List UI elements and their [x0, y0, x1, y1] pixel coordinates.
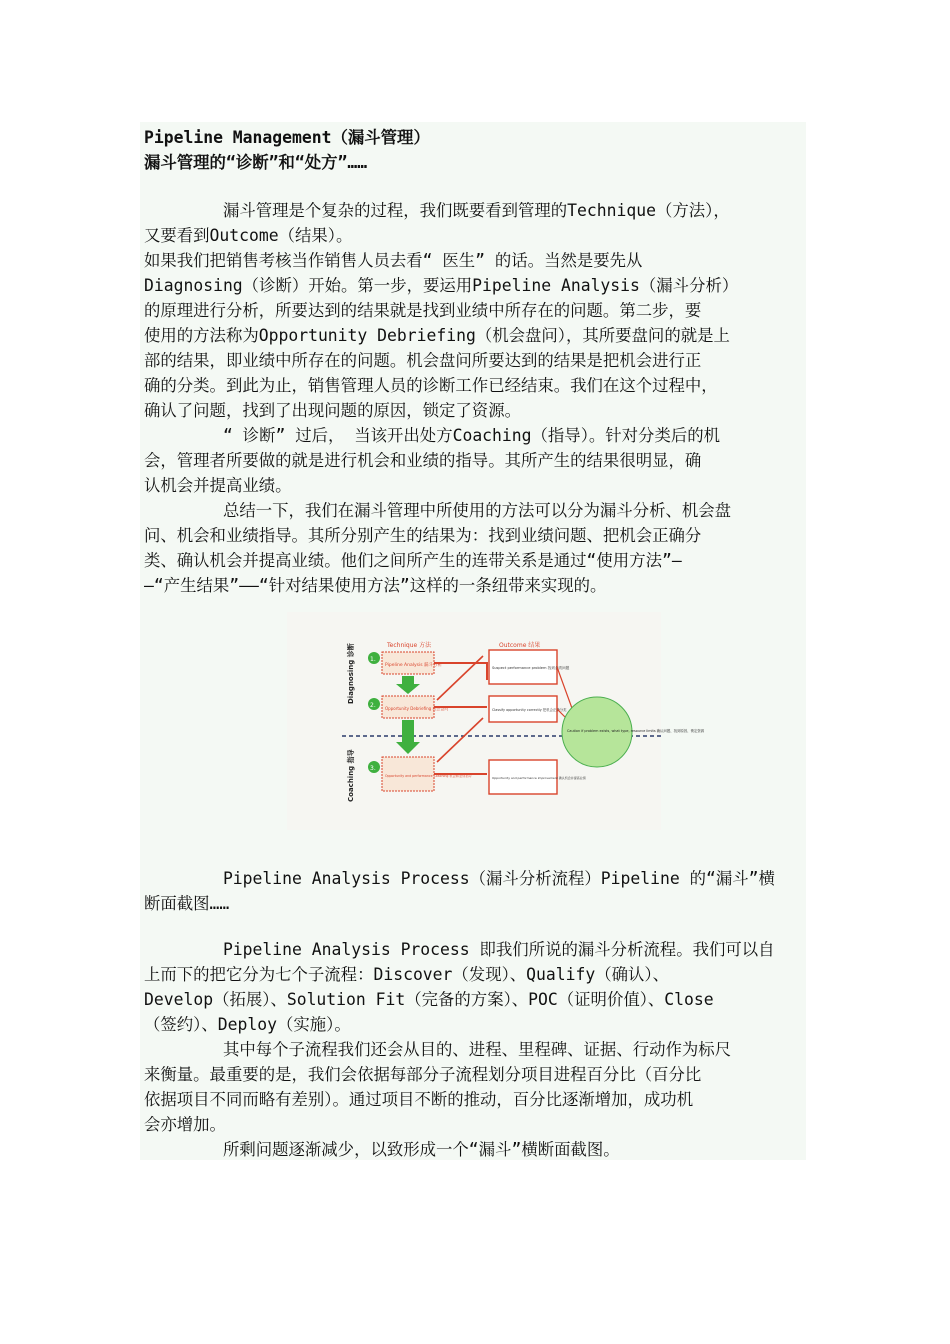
outcome-label: Classify opportunity correctly 把机会正确分类	[492, 708, 567, 712]
page-title: Pipeline Management（漏斗管理）	[144, 128, 430, 147]
paragraph-line: 问、机会和业绩指导。其所分别产生的结果为：找到业绩问题、把机会正确分	[144, 526, 702, 545]
paragraph-line: （签约）、Deploy（实施）。	[144, 1015, 351, 1034]
step-number: 1.	[370, 656, 376, 663]
paragraph-line: —“产生结果”——“针对结果使用方法”这样的一条纽带来实现的。	[144, 576, 607, 595]
paragraph-line: 会亦增加。	[144, 1115, 226, 1134]
technique-label: Opportunity and performance Coaching 机会和业绩指导	[385, 774, 472, 778]
paragraph-line: 认机会并提高业绩。	[144, 476, 292, 495]
step-number: 3.	[370, 765, 376, 772]
outcome-label: Suspect performance problem 找到业绩问题	[492, 666, 570, 670]
paragraph-line: 来衡量。最重要的是，我们会依据每部分子流程划分项目进程百分比（百分比	[144, 1065, 702, 1084]
paragraph-line: 的原理进行分析，所要达到的结果就是找到业绩中所存在的问题。第二步，要	[144, 301, 702, 320]
figure-caption-line: Pipeline Analysis Process（漏斗分析流程）Pipeline 的“漏斗”横	[144, 869, 775, 888]
paragraph-line: 部的结果，即业绩中所存在的问题。机会盘问所要达到的结果是把机会进行正	[144, 351, 702, 370]
paragraph-line: 确认了问题，找到了出现问题的原因，锁定了资源。	[144, 401, 521, 420]
paragraph-line: 其中每个子流程我们还会从目的、进程、里程碑、证据、行动作为标尺	[144, 1040, 732, 1059]
paragraph-line: Develop（拓展）、Solution Fit（完备的方案）、POC（证明价值）、Close	[144, 990, 714, 1009]
circle-label: Caution if problem exists, what type, resource limits 确认问题、找到原因、锁定资源	[567, 729, 705, 733]
step-number: 2.	[370, 702, 376, 709]
pipeline-diagram	[287, 612, 705, 830]
technique-label: Opportunity Debriefing 机会盘问	[385, 706, 449, 711]
paragraph-line: 使用的方法称为Opportunity Debriefing（机会盘问），其所要盘问的就是上	[144, 326, 730, 345]
paragraph-line: 如果我们把销售考核当作销售人员去看“ 医生” 的话。当然是要先从	[144, 251, 643, 270]
col-header-outcome: Outcome 结果	[499, 642, 541, 649]
paragraph-line: 所剩问题逐渐减少，以致形成一个“漏斗”横断面截图。	[144, 1140, 620, 1159]
technique-label: Pipeline Analysis 漏斗分析	[385, 663, 443, 668]
col-header-technique: Technique 方法	[387, 642, 432, 649]
side-label-diagnosing: Diagnosing 诊断	[347, 643, 355, 704]
paragraph-line: 上而下的把它分为七个子流程：Discover（发现）、Qualify（确认）、	[144, 965, 669, 984]
page-subtitle: 漏斗管理的“诊断”和“处方”……	[144, 153, 368, 172]
side-label-coaching: Coaching 指导	[347, 749, 355, 802]
figure-caption-line: 断面截图……	[144, 894, 230, 913]
paragraph-line: Diagnosing（诊断）开始。第一步，要运用Pipeline Analysis（漏斗分析）	[144, 276, 739, 295]
paragraph-line: 确的分类。到此为止，销售管理人员的诊断工作已经结束。我们在这个过程中，	[144, 376, 718, 395]
paragraph-line: “ 诊断” 过后， 当该开出处方Coaching（指导）。针对分类后的机	[144, 426, 721, 445]
paragraph-line: Pipeline Analysis Process 即我们所说的漏斗分析流程。我们可以自	[144, 940, 775, 959]
paragraph-line: 会，管理者所要做的就是进行机会和业绩的指导。其所产生的结果很明显，确	[144, 451, 702, 470]
paragraph-line: 类、确认机会并提高业绩。他们之间所产生的连带关系是通过“使用方法”—	[144, 551, 682, 570]
paragraph-line: 总结一下，我们在漏斗管理中所使用的方法可以分为漏斗分析、机会盘	[144, 501, 732, 520]
paragraph-line: 依据项目不同而略有差别）。通过项目不断的推动，百分比逐渐增加，成功机	[144, 1090, 694, 1109]
outcome-label: Opportunity and performance improvement 确认机会并提高业绩	[492, 776, 586, 780]
paragraph-line: 漏斗管理是个复杂的过程，我们既要看到管理的Technique（方法），	[144, 201, 730, 220]
paragraph-line: 又要看到Outcome（结果）。	[144, 226, 353, 245]
